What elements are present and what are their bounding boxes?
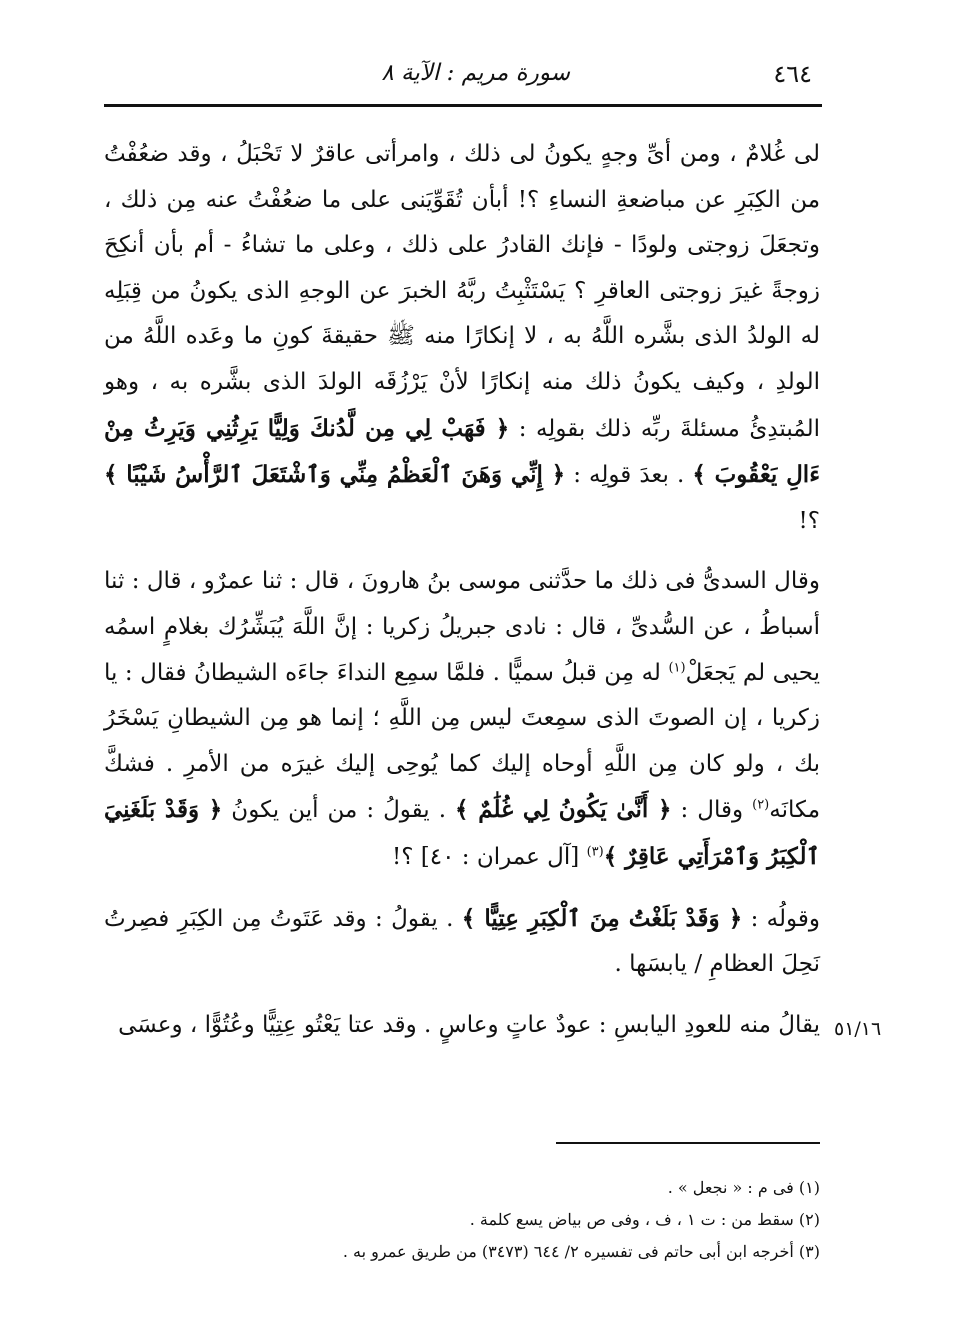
text-line: الكِبَرِ عن مباضعةِ النساءِ ؟! أبأن تُقَوِّيَنى على ما ضعُفْتُ عنه مِن ذلك ، وتجعَلَ (104, 186, 820, 259)
page-number: ٤٦٤ (773, 60, 812, 88)
paragraph-3 (104, 896, 820, 988)
footnote-ref-3: (٣) (586, 844, 604, 860)
header-rule (104, 104, 822, 107)
text-segment: . بعدَ قولِه : (573, 462, 685, 489)
quran-quote: ﴿ وَقَدْ بَلَغْتُ مِنَ ٱلْكِبَرِ عِتِيًّا ﴾ (461, 904, 743, 932)
text-segment: وقال : (680, 797, 744, 824)
footnotes (104, 1172, 820, 1268)
quran-quote: ﴿ وَقَدْ بَلَغَنِيَ ٱلْكِبَرُ وَٱمْرَأَتِي عَاقِرٌ ﴾ (104, 796, 820, 870)
text-segment: ؟! (798, 507, 820, 534)
footnote-ref-2: (٢) (752, 797, 770, 813)
footnote-rule (556, 1142, 820, 1144)
text-segment: وقولُه : (750, 905, 820, 932)
quran-quote: ﴿ فَهَبْ لِي مِن لَّدُنكَ وَلِيًّا يَرِثُنِي وَيَرِثُ مِنْ ءَالِ يَعْقُوبَ ﴾ (104, 414, 821, 489)
text-line: زوجتى ولودًا - فإنك القادرُ على ذلك ، وعلى ما تشاءُ - أم بأن أنكِحَ زوجةً غيرَ (104, 232, 821, 304)
text-line: إنكارًا لأنْ يَرْزُقَه الولدَ الذى بشَّره به ، وهو المُبتدِئُ مسئلةَ ربِّه ذلك بقولِه : (104, 368, 820, 442)
main-text (104, 132, 820, 1048)
footnote-ref-1: (١) (668, 659, 686, 675)
margin-reference: ٥١/١٦ (834, 1018, 882, 1040)
quran-quote: ﴿ أَنَّىٰ يَكُونُ لِي غُلَٰمٌ ﴾ (455, 796, 672, 824)
paragraph-4: يقالُ منه للعودِ اليابسِ : عودٌ عاتٍ وعاسٍ . وقد عتا يَعْتُو عِتِيًّا وعُتُوًّا ، وعسَى (118, 1011, 820, 1038)
text-line: زوجتى العاقرِ ؟ يَسْتَثْبِتُ ربَّهُ الخبرَ عن الوجهِ الذى يكونُ من قِبَلِه له الولدُ الذى بشَّره (104, 277, 821, 350)
page-header (104, 56, 820, 96)
paragraph-2 (104, 559, 820, 880)
text-line: اللَّهُ به ، لا إنكارًا منه ﷺ حقيقةَ كونِ ما وعَده اللَّهُ من الولدِ ، وكيف يكونُ ذلك منه (104, 323, 820, 395)
footnote-3: (٣) أخرجه ابن أبى حاتم فى تفسيره ٢/ ٦٤٤ (٣٤٧٣) من طريق عمرو به . (342, 1242, 820, 1261)
footnote-2: (٢) سقط من : ت ١ ، ف ، وفى ص بياض يسع كلمة . (469, 1210, 820, 1229)
text-segment: . يقولُ : من أين يكونُ (231, 797, 447, 824)
text-segment: له مِن قبلُ سميًّا . فلمَّا سمِع النداءَ جاءَه الشيطانُ فقال : يا زكريا ، إن الصوتَ الذى سمِعتَ ليس مِن اللَّهِ ؛ إنما هو مِن الشيطانِ يَسْخَرُ بك ، ولو كان مِن اللَّهِ أوحاه إليك كما يُوحِى إليك غيرَه من الأمرِ . فشكَّ مكانَه (104, 659, 821, 824)
citation: [آل عمران : ٤٠] (420, 843, 580, 870)
quran-quote: ﴿ إِنِّي وَهَنَ ٱلْعَظْمُ مِنِّي وَٱشْتَعَلَ ٱلرَّأْسُ شَيْبًا ﴾ (104, 461, 566, 489)
text-line: لى غُلامٌ ، ومن أىِّ وجهٍ يكونُ لى ذلك ، وامرأتى عاقرٌ لا تَحْبَلُ ، وقد ضعُفْتُ من (104, 141, 821, 213)
text-segment: وقال السدىُّ فى ذلك ما حدَّثنى موسى بنُ هارونَ ، قال : ثنا عمرٌو ، قال : ثنا أسباطُ ، عن السُّدىِّ ، قال : نادى جبريلُ زكريا : إنَّ اللَّهَ يُبَشِّرُك بغلامٍ اسمُه يحيى لم يَجعَلْ (104, 568, 821, 686)
text-segment: ؟! (392, 843, 414, 870)
footnote-1: (١) فى م : « نجعل » . (667, 1178, 820, 1197)
running-title: سورة مريم : الآية ٨ (381, 60, 570, 86)
text-segment: . يقولُ : وقد عَتَوتُ مِن الكِبَرِ فصِرتُ نَحِلَ العظامِ / يابسَها . (104, 905, 820, 978)
paragraph-1 (104, 132, 820, 544)
